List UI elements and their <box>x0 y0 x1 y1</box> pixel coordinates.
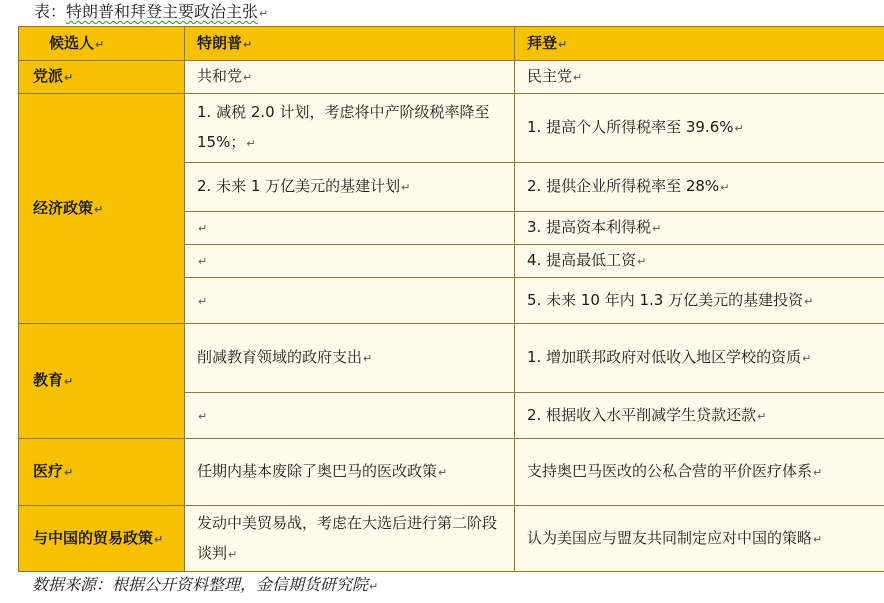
biden-cell: 民主党↵ <box>515 61 884 94</box>
category-party: 党派↵ <box>19 61 185 94</box>
policy-comparison-table <box>18 26 884 572</box>
biden-cell: 4. 提高最低工资↵ <box>515 245 884 278</box>
table-row <box>19 61 884 94</box>
paragraph-mark-icon: ↵ <box>369 580 379 593</box>
biden-cell: 3. 提高资本利得税↵ <box>515 212 884 245</box>
trump-cell: 1. 减税 2.0 计划，考虑将中产阶级税率降至 15%；↵ <box>185 94 515 163</box>
biden-cell: 认为美国应与盟友共同制定应对中国的策略↵ <box>515 506 884 572</box>
trump-cell: 任期内基本废除了奥巴马的医改政策↵ <box>185 439 515 506</box>
trump-cell: ↵ <box>185 245 515 278</box>
source-text: 数据来源：根据公开资料整理，金信期货研究院 <box>32 575 369 594</box>
table-row <box>19 439 884 506</box>
caption-title: 特朗普和拜登主要政治主张 <box>66 2 259 21</box>
trump-cell: 共和党↵ <box>185 61 515 94</box>
header-trump: 特朗普↵ <box>185 27 515 61</box>
header-biden: 拜登↵ <box>515 27 884 61</box>
trump-cell: ↵ <box>185 278 515 324</box>
paragraph-mark-icon: ↵ <box>259 7 269 20</box>
biden-cell: 2. 根据收入水平削减学生贷款还款↵ <box>515 393 884 439</box>
trump-cell: 发动中美贸易战，考虑在大选后进行第二阶段谈判↵ <box>185 506 515 572</box>
category-economic-policy: 经济政策↵ <box>19 94 185 324</box>
category-education: 教育↵ <box>19 324 185 439</box>
table-caption <box>34 1 268 25</box>
table-row <box>19 324 884 393</box>
category-china-trade-policy: 与中国的贸易政策↵ <box>19 506 185 572</box>
table-header-row <box>19 27 884 61</box>
trump-cell: ↵ <box>185 393 515 439</box>
category-healthcare: 医疗↵ <box>19 439 185 506</box>
trump-cell: ↵ <box>185 212 515 245</box>
biden-cell: 1. 增加联邦政府对低收入地区学校的资质↵ <box>515 324 884 393</box>
trump-cell: 削减教育领域的政府支出↵ <box>185 324 515 393</box>
biden-cell: 5. 未来 10 年内 1.3 万亿美元的基建投资↵ <box>515 278 884 324</box>
data-source-note <box>32 574 378 598</box>
biden-cell: 2. 提供企业所得税率至 28%↵ <box>515 163 884 212</box>
trump-cell: 2. 未来 1 万亿美元的基建计划↵ <box>185 163 515 212</box>
biden-cell: 支持奥巴马医改的公私合营的平价医疗体系↵ <box>515 439 884 506</box>
table-row <box>19 94 884 163</box>
table-row <box>19 506 884 572</box>
caption-prefix: 表： <box>34 2 67 21</box>
biden-cell: 1. 提高个人所得税率至 39.6%↵ <box>515 94 884 163</box>
header-candidate: 候选人↵ <box>19 27 185 61</box>
